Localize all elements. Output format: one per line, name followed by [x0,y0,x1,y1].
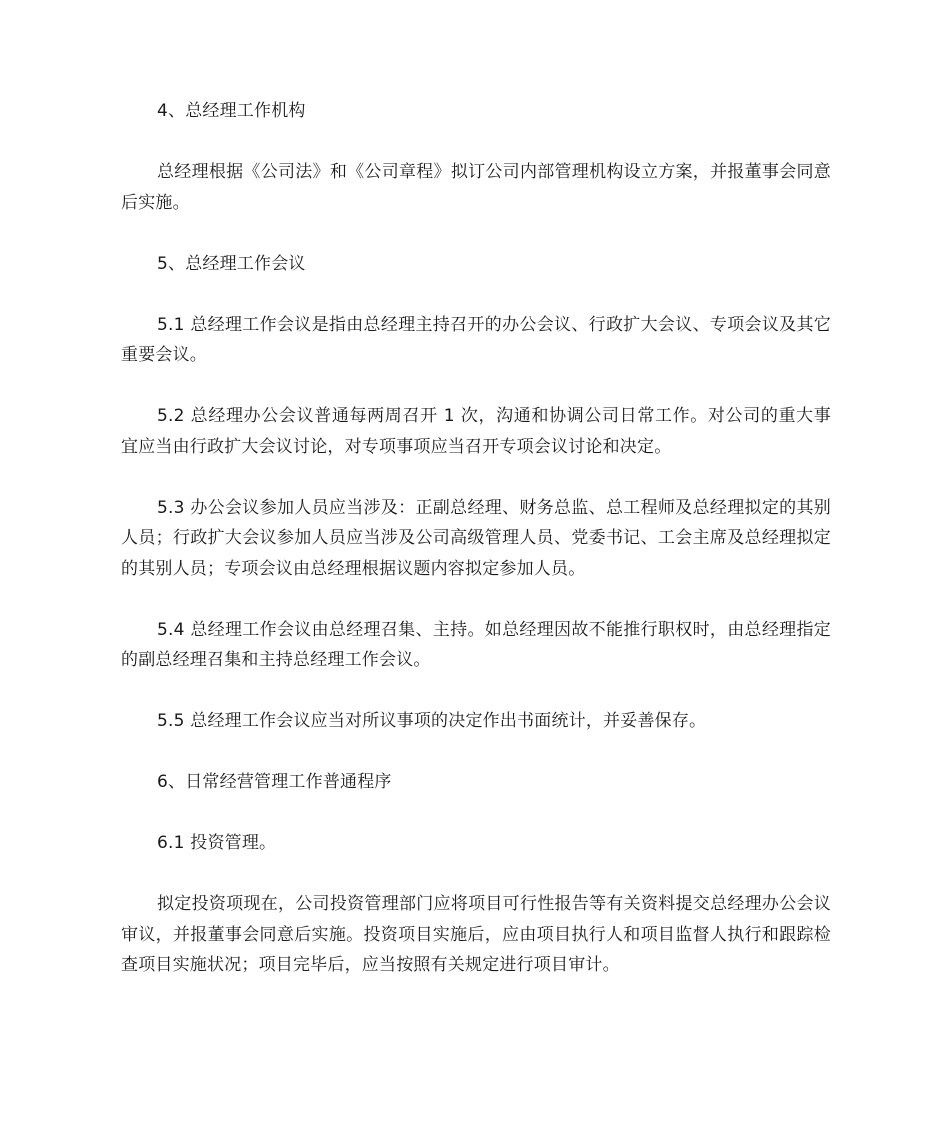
section-heading-5: 5、总经理工作会议 [157,253,306,274]
paragraph-spacer [121,676,831,707]
subsection-heading-6-1: 6.1 投资管理。 [157,833,277,853]
paragraph-4-body: 总经理根据《公司法》和《公司章程》拟订公司内部管理机构设立方案，并报董事会同意后实施。 [121,162,831,213]
paragraph-spacer [121,371,831,402]
paragraph-spacer [121,279,831,310]
paragraph-5-3: 5.3 办公会议参加人员应当涉及：正副总经理、财务总监、总工程师及总经理拟定的其别人员；行政扩大会议参加人员应当涉及公司高级管理人员、党委书记、工会主席及总经理拟定的其别人员；专项会议由总经理根据议题内容拟定参加人员。 [121,497,831,579]
section-heading-6: 6、日常经营管理工作普通程序 [157,772,392,792]
document-body [121,96,831,981]
paragraph-spacer [121,218,831,249]
paragraph-5-1: 5.1 总经理工作会议是指由总经理主持召开的办公会议、行政扩大会议、专项会议及其它重要会议。 [121,314,831,365]
paragraph-5-5: 5.5 总经理工作会议应当对所议事项的决定作出书面统计，并妥善保存。 [157,711,707,731]
paragraph-spacer [121,462,831,493]
paragraph-5-2: 5.2 总经理办公会议普通每两周召开 1 次，沟通和协调公司日常工作。对公司的重大事宜应当由行政扩大会议讨论，对专项事项应当召开专项会议讨论和决定。 [121,406,831,457]
paragraph-spacer [121,584,831,615]
paragraph-6-1-body: 拟定投资项现在，公司投资管理部门应将项目可行性报告等有关资料提交总经理办公会议审议，并报董事会同意后实施。投资项目实施后，应由项目执行人和项目监督人执行和跟踪检查项目实施状况；项目完毕后，应当按照有关规定进行项目审计。 [121,894,831,975]
section-heading-4: 4、总经理工作机构 [157,101,306,121]
paragraph-5-4: 5.4 总经理工作会议由总经理召集、主持。如总经理因故不能推行职权时，由总经理指定的副总经理召集和主持总经理工作会议。 [121,619,831,670]
paragraph-spacer [121,798,831,829]
paragraph-spacer [121,737,831,768]
paragraph-spacer [121,127,831,158]
paragraph-spacer [121,859,831,890]
